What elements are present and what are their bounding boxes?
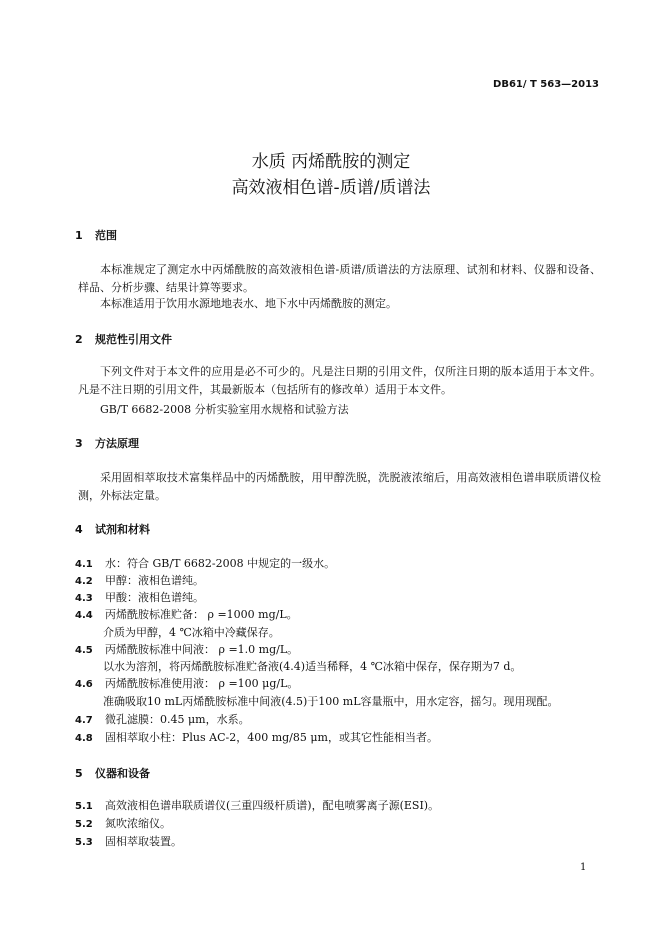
item-number: 4.6	[75, 679, 93, 690]
list-item	[75, 675, 298, 691]
paragraph: 本标准适用于饮用水源地地表水、地下水中丙烯酰胺的测定。	[100, 297, 397, 310]
section-title: 方法原理	[95, 437, 139, 450]
section-number: 1	[75, 229, 83, 242]
section-heading-3	[75, 435, 139, 451]
item-number: 4.5	[75, 645, 93, 656]
item-note: 介质为甲醇，4 ℃冰箱中冷藏保存。	[103, 626, 280, 639]
normative-reference: GB/T 6682-2008 分析实验室用水规格和试验方法	[100, 403, 349, 416]
item-text: 固相萃取小柱：Plus AC-2，400 mg/85 μm，或其它性能相当者。	[105, 731, 438, 744]
item-number: 4.4	[75, 610, 93, 621]
list-item	[75, 711, 250, 727]
section-heading-4	[75, 521, 150, 537]
item-text: 丙烯酰胺标准使用液： ρ =100 μg/L。	[105, 677, 299, 690]
list-item	[75, 589, 204, 605]
section-heading-5	[75, 765, 150, 781]
item-text: 丙烯酰胺标准贮备： ρ =1000 mg/L。	[105, 608, 298, 621]
section-number: 3	[75, 437, 83, 450]
section-number: 2	[75, 333, 83, 346]
item-text: 甲醇：液相色谱纯。	[105, 574, 204, 587]
document-number: DB61/ T 563—2013	[493, 79, 599, 90]
section-title: 试剂和材料	[95, 523, 150, 536]
item-note: 准确吸取10 mL丙烯酰胺标准中间液(4.5)于100 mL容量瓶中，用水定容，摇匀。现用现配。	[103, 695, 559, 708]
list-item	[75, 729, 438, 745]
list-item	[75, 606, 298, 622]
item-number: 4.1	[75, 559, 93, 570]
item-number: 5.3	[75, 837, 93, 848]
list-item	[75, 815, 171, 831]
item-text: 丙烯酰胺标准中间液： ρ =1.0 mg/L。	[105, 643, 299, 656]
paragraph: 本标准规定了测定水中丙烯酰胺的高效液相色谱-质谱/质谱法的方法原理、试剂和材料、仪器和设备、样品、分析步骤、结果计算等要求。	[78, 263, 601, 294]
section-number: 5	[75, 767, 83, 780]
list-item	[75, 833, 182, 849]
list-item	[75, 641, 298, 657]
section-title: 范围	[95, 229, 117, 242]
item-note: 以水为溶剂，将丙烯酰胺标准贮备液(4.4)适当稀释，4 ℃冰箱中保存，保存期为7 d。	[103, 660, 522, 673]
item-text: 水：符合 GB/T 6682-2008 中规定的一级水。	[105, 557, 336, 570]
item-number: 5.2	[75, 819, 93, 830]
title-line-2: 高效液相色谱-质谱/质谱法	[231, 178, 431, 198]
item-text: 高效液相色谱串联质谱仪(三重四级杆质谱)，配电喷雾离子源(ESI)。	[105, 799, 440, 812]
section-heading-2	[75, 331, 172, 347]
item-text: 甲酸：液相色谱纯。	[105, 591, 204, 604]
page-number: 1	[580, 862, 587, 873]
paragraph: 采用固相萃取技术富集样品中的丙烯酰胺，用甲醇洗脱，洗脱液浓缩后，用高效液相色谱串联质谱仪检测，外标法定量。	[78, 471, 601, 502]
list-item	[75, 797, 439, 813]
item-number: 4.2	[75, 576, 93, 587]
section-title: 规范性引用文件	[95, 333, 172, 346]
paragraph: 下列文件对于本文件的应用是必不可少的。凡是注日期的引用文件，仅所注日期的版本适用于本文件。凡是不注日期的引用文件，其最新版本（包括所有的修改单）适用于本文件。	[78, 365, 601, 396]
item-number: 4.7	[75, 715, 93, 726]
item-number: 5.1	[75, 801, 93, 812]
item-text: 固相萃取装置。	[105, 835, 182, 848]
item-text: 氮吹浓缩仪。	[105, 817, 171, 830]
list-item	[75, 572, 204, 588]
item-number: 4.8	[75, 733, 93, 744]
section-title: 仪器和设备	[95, 767, 150, 780]
section-number: 4	[75, 523, 83, 536]
list-item	[75, 555, 335, 571]
section-heading-1	[75, 227, 117, 243]
title-line-1: 水质 丙烯酰胺的测定	[251, 152, 411, 172]
item-number: 4.3	[75, 593, 93, 604]
item-text: 微孔滤膜：0.45 μm，水系。	[105, 713, 250, 726]
